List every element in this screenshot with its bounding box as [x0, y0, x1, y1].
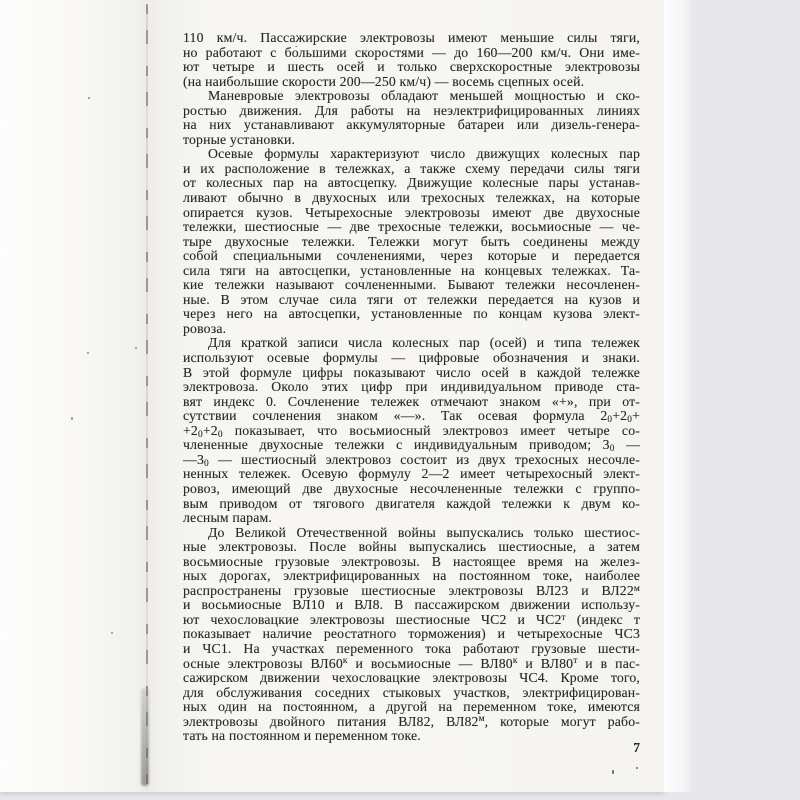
text-line: и их расположение в тележках, а также схему передачи силы тяги: [183, 161, 640, 176]
spine-crease-line: [146, 4, 148, 784]
scan-speck: [135, 347, 137, 349]
text-line: сутствии сочленения знаком «—». Так осевая формула $2_0+2_0+$: [183, 409, 640, 424]
text-line: кие тележки называют сочлененными. Бывают тележки несочленен-: [183, 278, 640, 293]
text-line: осные электровозы $ВЛ60^к$ и восьмиосные — $ВЛ80^к$ и $ВЛ80^т$ и в пас-: [183, 656, 640, 671]
text-line: $+2_0+2_0$ показывает, что восьмиосный электровоз имеет четыре со-: [183, 423, 640, 439]
text-line: вят индекс 0. Сочленение тележек отмечают знаком «+», при от-: [183, 394, 640, 409]
text-line: на них устанавливают аккумуляторные батареи или дизель-генера-: [183, 118, 640, 133]
page-edge-strip: [664, 0, 692, 792]
text-line: тележки, шестиосные — две трехосные тележки, восьмиосные — че-: [183, 220, 640, 235]
text-line: сажирском движении чехословацкие электровозы ЧС4. Кроме того,: [183, 671, 640, 686]
text-line: электровоза. Около этих цифр при индивидуальном приводе ста-: [183, 380, 640, 395]
text-line: распространены грузовые шестиосные электровозы ВЛ23 и $ВЛ22^м$: [183, 583, 640, 598]
scan-speck: [87, 352, 89, 354]
scan-speck: [636, 767, 638, 769]
text-line: ные электровозы. После войны выпускались шестиосные, а затем: [183, 540, 640, 555]
text-line: 110 км/ч. Пассажирские электровозы имеют меньшие силы тяги,: [183, 31, 640, 45]
text-line: Для краткой записи числа колесных пар (осей) и типа тележек: [208, 336, 640, 351]
page-number: 7: [633, 740, 640, 755]
text-line: ростью движения. Для работы на неэлектрифицированных линиях: [183, 103, 640, 118]
text-line: восьмиосные грузовые электровозы. В настоящее время на желез-: [183, 554, 640, 569]
page-text-column: [183, 31, 640, 744]
text-line: показывает наличие реостатного торможения) и четырехосные ЧС3: [183, 627, 640, 642]
text-line: (на наибольшие скорости 200—250 км/ч) — восемь сцепных осей.: [183, 74, 585, 89]
text-line: через него на автосцепки, установленные по концам кузова элект-: [183, 307, 640, 322]
text-line: ненных тележек. Осевую формулу 2—2 имеет четырехосный элект-: [183, 467, 640, 482]
text-line: ных дорогах, электрифицированных на постоянном токе, наиболее: [183, 569, 640, 584]
scan-speck: [612, 770, 614, 774]
scan-speck: [71, 417, 73, 420]
scan-speck: [88, 97, 90, 99]
text-line: тыре двухосные тележки. Тележки могут быть соединены между: [183, 234, 640, 249]
scan-speck: [111, 632, 113, 634]
text-line: $—3_0$ — шестиосный электровоз состоит из двух трехосных несочле-: [183, 452, 640, 468]
text-line: вым приводом от тягового двигателя каждой тележки к двум ко-: [183, 496, 640, 511]
text-line: ливают обычно в двухосных или трехосных тележках, на которые: [183, 191, 640, 206]
text-line: лесным парам.: [183, 511, 272, 526]
text-line: но работают с бо́льшими скоростями — до 160—200 км/ч. Они име-: [183, 45, 640, 60]
spine-smudge-shadow: [141, 688, 149, 786]
text-line: тать на постоянном и переменном токе.: [183, 729, 421, 744]
text-line: сила тяги на автосцепки, установленные на концевых тележках. Та-: [183, 263, 640, 278]
text-line: электровозы двойного питания ВЛ82, $ВЛ82^м$, которые могут рабо-: [183, 714, 640, 729]
text-line: и ЧС1. На участках переменного тока работают грузовые шести-: [183, 641, 640, 656]
text-line: собой специальными сочленениями, через которые и передается: [183, 249, 640, 264]
text-line: ют четыре и шесть осей и только сверхскоростные электровозы: [183, 60, 640, 75]
text-line: Маневровые электровозы обладают меньшей мощностью и ско-: [208, 89, 640, 104]
text-line: для обслуживания соседних стыковых участков, электрифицирован-: [183, 685, 640, 700]
text-line: используют осевые формулы — цифровые обозначения и знаки.: [183, 351, 640, 366]
text-line: ют чехословацкие электровозы шестиосные ЧС2 и $ЧС2^т$ (индекс т: [183, 612, 640, 627]
text-line: ные. В этом случае сила тяги от тележки передается на кузов и: [183, 292, 640, 307]
text-line: До Великой Отечественной войны выпускались только шестиос-: [208, 525, 640, 540]
text-line: В этой формуле цифры показывают число осей в каждой тележке: [183, 365, 640, 380]
text-line: ных один на постоянном, а другой на переменном токе, имеются: [183, 700, 640, 715]
text-line: ровоза.: [183, 321, 227, 336]
text-line: и восьмиосные ВЛ10 и ВЛ8. В пассажирском движении использу-: [183, 598, 640, 613]
text-line: члененные двухосные тележки с индивидуальным приводом; $3_0$ —: [183, 438, 640, 453]
text-line: опирается кузов. Четырехосные электровозы имеют две двухосные: [183, 205, 640, 220]
text-line: Осевые формулы характеризуют число движущих колесных пар: [208, 147, 640, 162]
text-line: от колесных пар на автосцепку. Движущие колесные пары устанав-: [183, 176, 640, 191]
text-line: ровоз, имеющий две двухосные несочлененные тележки с группо-: [183, 481, 640, 496]
text-line: торные установки.: [183, 132, 296, 147]
